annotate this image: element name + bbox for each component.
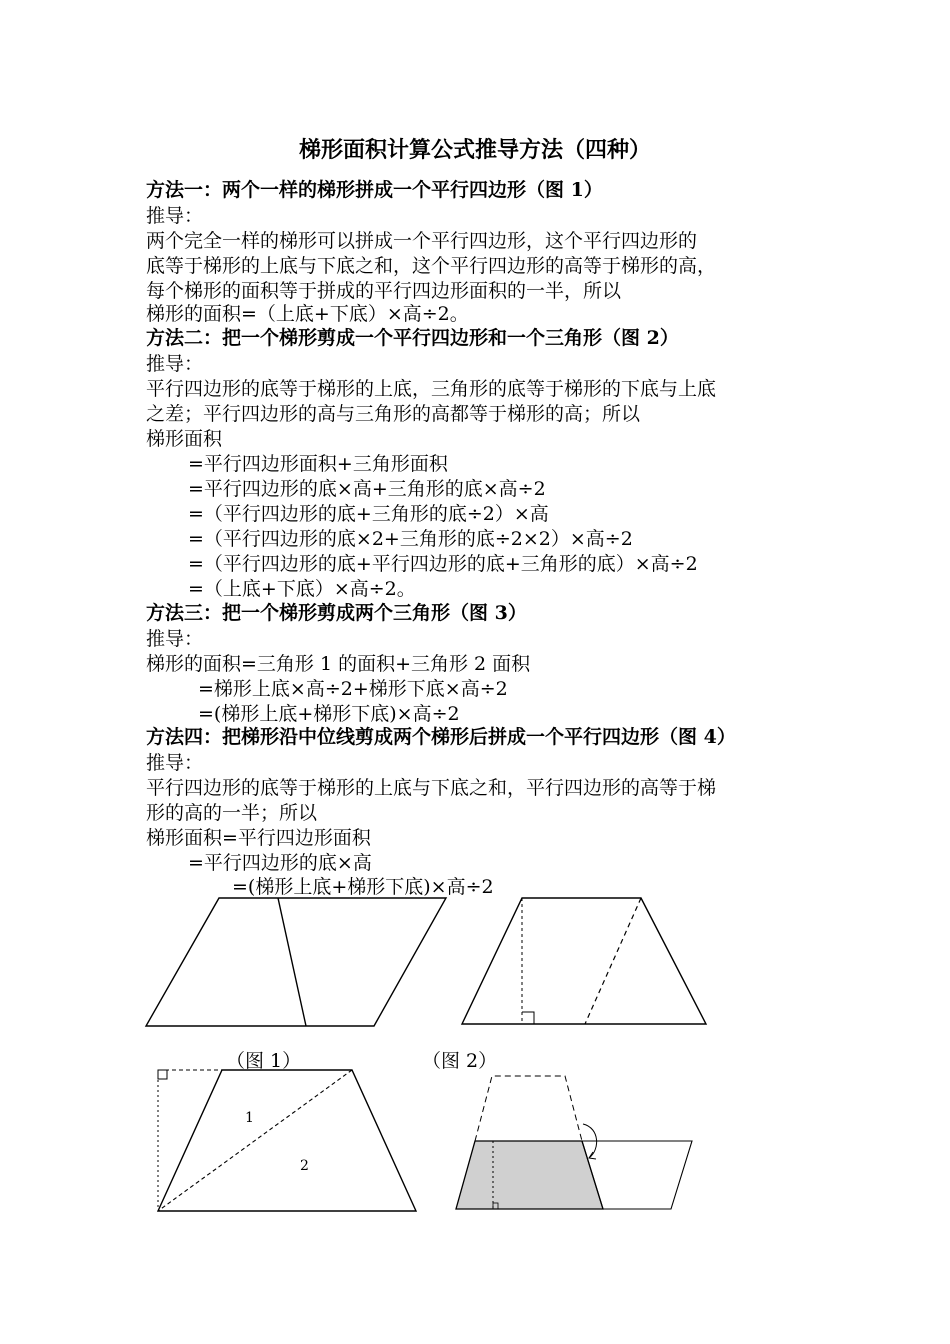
method4-step: =(梯形上底+梯形下底)×高÷2 [232, 876, 494, 898]
method1-text-line: 两个完全一样的梯形可以拼成一个平行四边形，这个平行四边形的 [146, 230, 698, 252]
method2-text-line: 梯形面积 [146, 428, 223, 450]
figure3-outline [158, 1070, 416, 1211]
triangle-1-label: 1 [245, 1110, 254, 1126]
figure4-trapezoid [456, 1076, 692, 1209]
method2-text-line: 之差；平行四边形的高与三角形的高都等于梯形的高；所以 [146, 403, 641, 425]
method3-step: =梯形上底×高÷2+梯形下底×高÷2 [198, 678, 508, 700]
figure2-caption: （图 2） [422, 1050, 498, 1072]
method3-derive-label: 推导： [146, 628, 204, 650]
figure4-lower-half [456, 1141, 603, 1209]
method4-heading: 方法四：把梯形沿中位线剪成两个梯形后拼成一个平行四边形（图 4） [146, 726, 736, 748]
method2-step: =平行四边形面积+三角形面积 [188, 453, 448, 475]
method1-text-line: 每个梯形的面积等于拼成的平行四边形面积的一半，所以 [146, 280, 622, 302]
method3-text-line: 梯形的面积=三角形 1 的面积+三角形 2 面积 [146, 653, 531, 675]
method2-heading: 方法二：把一个梯形剪成一个平行四边形和一个三角形（图 2） [146, 327, 679, 349]
figure1-parallelogram [146, 898, 446, 1026]
method3-heading: 方法三：把一个梯形剪成两个三角形（图 3） [146, 602, 527, 624]
method3-step: =(梯形上底+梯形下底)×高÷2 [198, 703, 460, 725]
figure2-trapezoid [462, 898, 706, 1024]
figure4-upper-half-dashed [475, 1076, 582, 1141]
method2-text-line: 平行四边形的底等于梯形的上底，三角形的底等于梯形的下底与上底 [146, 378, 717, 400]
method4-derive-label: 推导： [146, 752, 204, 774]
method2-step: =（上底+下底）×高÷2。 [188, 578, 416, 600]
method1-text-line: 底等于梯形的上底与下底之和，这个平行四边形的高等于梯形的高， [146, 255, 717, 277]
figure2-outline [462, 898, 706, 1024]
arrowhead-icon [589, 1152, 596, 1159]
figure3-trapezoid [158, 1070, 416, 1211]
method1-derive-label: 推导： [146, 205, 204, 227]
method4-step: =平行四边形的底×高 [188, 852, 372, 874]
figure1-outline [146, 898, 446, 1026]
figure2-cut-line [585, 898, 641, 1024]
page-title: 梯形面积计算公式推导方法（四种） [298, 137, 651, 163]
figure3-diagonal [158, 1070, 352, 1211]
method2-step: =（平行四边形的底+平行四边形的底+三角形的底）×高÷2 [188, 553, 698, 575]
method4-text-line: 平行四边形的底等于梯形的上底与下底之和，平行四边形的高等于梯 [146, 777, 717, 799]
figure1-caption: （图 1） [226, 1050, 302, 1072]
figure2-right-angle-mark [522, 1012, 534, 1024]
method2-derive-label: 推导： [146, 353, 204, 375]
method2-step: =（平行四边形的底+三角形的底÷2）×高 [188, 503, 549, 525]
method2-step: =（平行四边形的底×2+三角形的底÷2×2）×高÷2 [188, 528, 633, 550]
method4-text-line: 梯形面积=平行四边形面积 [146, 827, 371, 849]
method2-step: =平行四边形的底×高+三角形的底×高÷2 [188, 478, 546, 500]
triangle-2-label: 2 [300, 1158, 309, 1174]
figure1-cut-line [278, 898, 306, 1026]
method1-formula: 梯形的面积=（上底+下底）×高÷2。 [146, 303, 469, 325]
method1-heading: 方法一：两个一样的梯形拼成一个平行四边形（图 1） [146, 179, 603, 201]
figure3-right-angle-mark [158, 1070, 167, 1079]
method4-text-line: 形的高的一半；所以 [146, 802, 318, 824]
